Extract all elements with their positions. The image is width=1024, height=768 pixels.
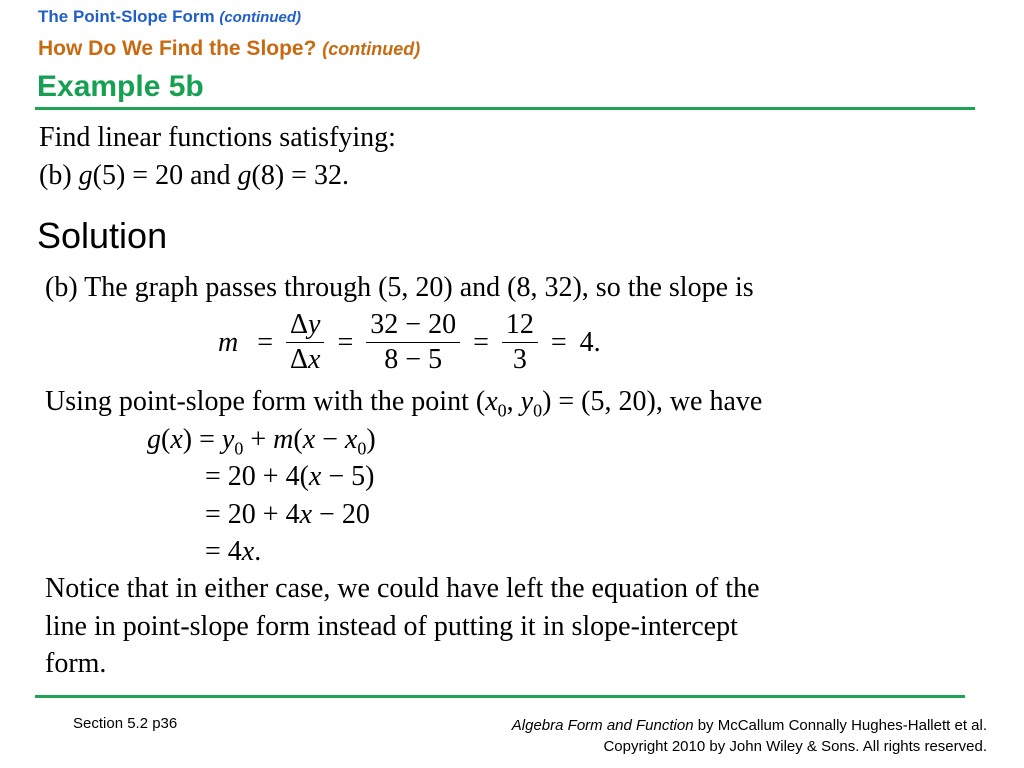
- fraction-delta-num: Δy: [286, 308, 324, 343]
- footer-section: Section 5.2 p36: [73, 715, 178, 732]
- section-title-text: The Point-Slope Form: [38, 7, 215, 26]
- notice-line-2: line in point-slope form instead of putting it in slope-intercept: [45, 611, 738, 642]
- subtitle-continued: (continued): [322, 39, 421, 59]
- fraction-delta: [286, 308, 324, 377]
- subtitle-text: How Do We Find the Slope?: [38, 37, 317, 60]
- top-divider: [35, 107, 975, 110]
- eq-sign-2: =: [337, 326, 354, 358]
- footer-authors: by McCallum Connally Hughes-Hallett et al.: [693, 717, 987, 734]
- fraction-values-num: 32 − 20: [366, 308, 460, 343]
- subtitle: [38, 37, 420, 61]
- example-title: Example 5b: [37, 70, 204, 103]
- part-label: (b): [39, 160, 79, 191]
- arg2: (8) = 32.: [251, 160, 349, 191]
- slope-equation: [218, 308, 607, 377]
- arg1: (5) = 20 and: [92, 160, 238, 191]
- equation-line-2: = 20 + 4(x − 5): [205, 461, 375, 492]
- equation-line-3: = 20 + 4x − 20: [205, 499, 370, 530]
- fraction-values: [366, 308, 460, 377]
- func-g-2: g: [237, 160, 252, 191]
- eq-sign-4: =: [550, 326, 567, 358]
- point-slope-intro: Using point-slope form with the point ($x_0$, $y_0) = (5$, 20), we have: [45, 386, 763, 421]
- section-title: [38, 7, 301, 27]
- problem-part-b: [39, 160, 349, 192]
- eq-sign-3: =: [473, 326, 489, 358]
- footer-copyright: Copyright 2010 by John Wiley & Sons. All rights reserved.: [603, 738, 987, 755]
- slope-m: m: [218, 326, 239, 358]
- fraction-simplified-den: 3: [512, 344, 527, 375]
- footer-citation: [512, 715, 987, 757]
- section-continued: (continued): [219, 9, 301, 26]
- footer-book-title: Algebra Form and Function: [511, 717, 694, 734]
- notice-line-1: Notice that in either case, we could have left the equation of the: [45, 573, 760, 604]
- equation-line-4: = 4x.: [205, 536, 262, 567]
- solution-line1: (b) The graph passes through (5, 20) and (8, 32), so the slope is: [45, 272, 754, 303]
- solution-heading: Solution: [37, 215, 168, 256]
- fraction-simplified: [502, 308, 538, 377]
- slope-result: 4.: [579, 326, 601, 358]
- notice-line-3: form.: [45, 648, 107, 679]
- fraction-values-den: 8 − 5: [384, 344, 443, 375]
- problem-intro: Find linear functions satisfying:: [39, 122, 396, 153]
- bottom-divider: [35, 695, 965, 698]
- equation-line-1: $g(x) = y_0 + m(x - x_0)$: [147, 424, 376, 459]
- eq-sign-1: =: [257, 326, 274, 358]
- fraction-delta-den: Δx: [290, 344, 321, 375]
- footer-book-line: [512, 715, 987, 736]
- fraction-simplified-num: 12: [502, 308, 538, 343]
- func-g-1: g: [78, 160, 93, 191]
